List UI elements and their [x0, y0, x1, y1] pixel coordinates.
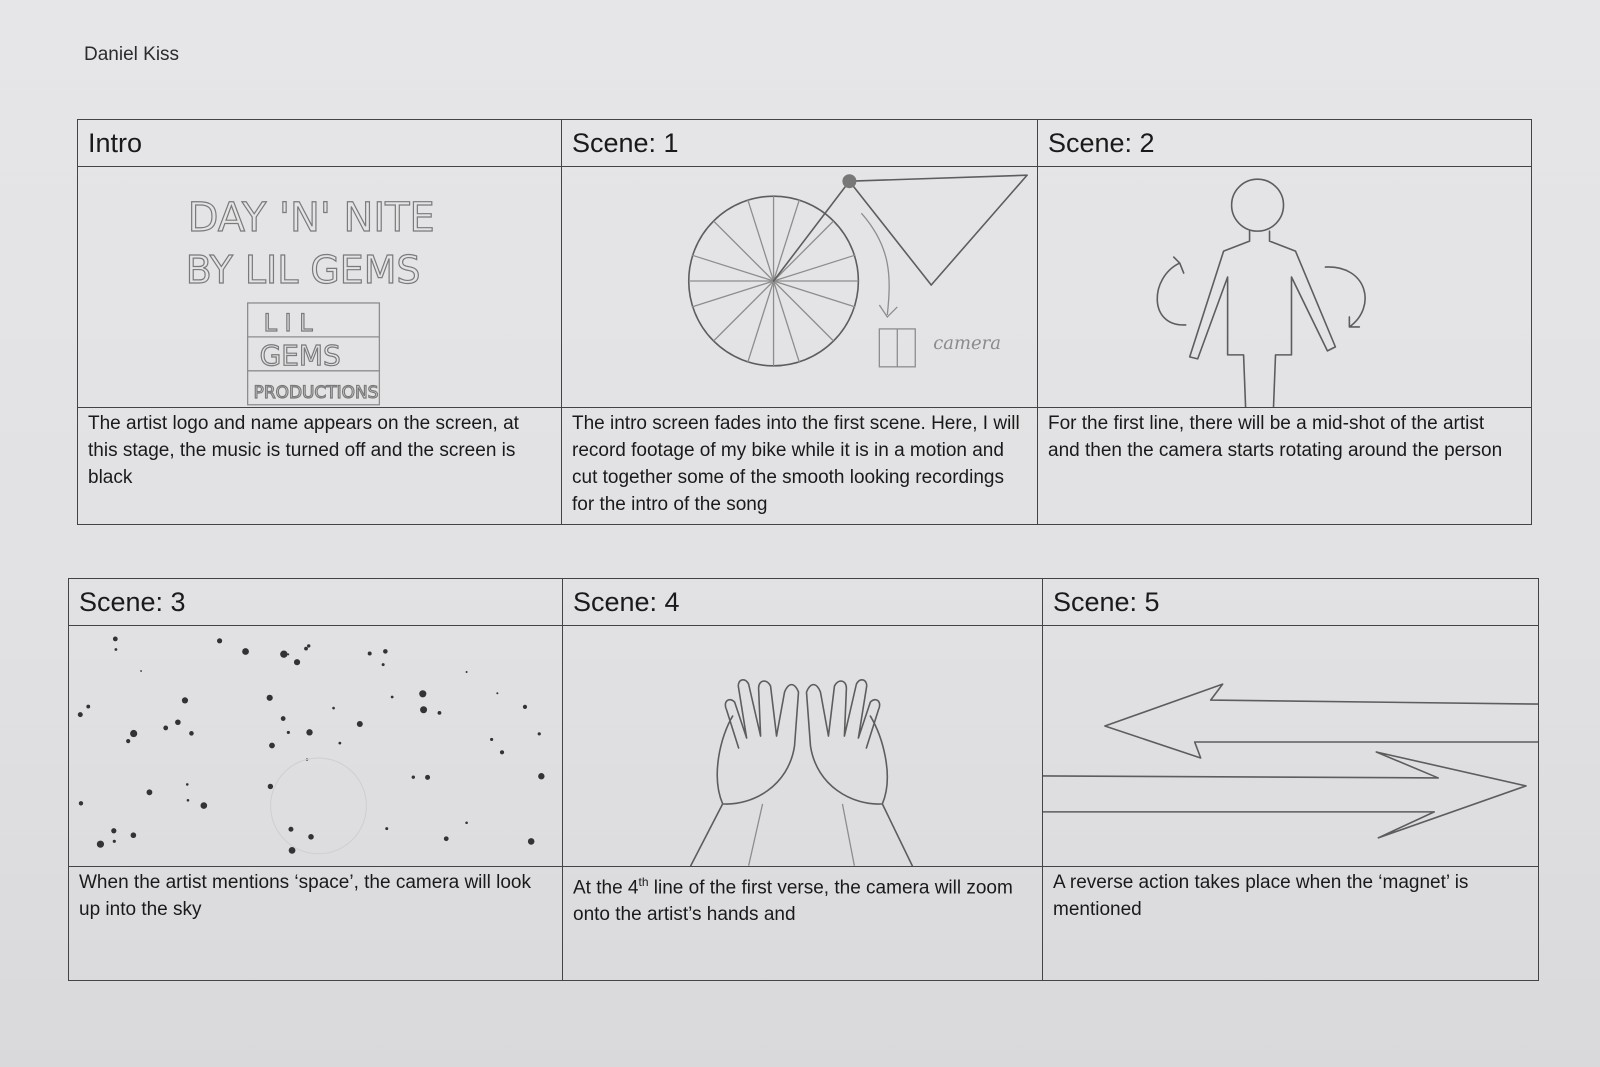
- star-dot: [186, 783, 189, 786]
- star-dot: [113, 840, 116, 843]
- panel-description-scene-4: [563, 867, 1043, 981]
- sketch-logo-line3: PRODUCTIONS: [253, 381, 379, 402]
- star-dot: [267, 695, 273, 701]
- sketch-camera-label: camera: [933, 332, 1001, 354]
- star-dot: [287, 731, 290, 734]
- star-dot: [528, 838, 535, 845]
- panel-heading-scene-5: Scene: 5: [1043, 579, 1539, 626]
- sketch-logo-line2: GEMS: [259, 338, 341, 372]
- sketch-scene-5-arrows: [1043, 626, 1539, 867]
- star-dot: [444, 836, 449, 841]
- arrows-sketch: [1043, 626, 1538, 866]
- desc-scene-4-post: line of the first verse, the camera will zoom onto the artist’s hands and: [573, 877, 1013, 926]
- star-dot: [280, 650, 287, 657]
- star-dot: [304, 647, 308, 651]
- star-dot: [182, 697, 188, 703]
- star-dot: [131, 832, 137, 838]
- sketch-title-line1: DAY 'N' NITE: [187, 195, 435, 242]
- bike-sketch: [562, 167, 1037, 407]
- star-dot: [86, 705, 90, 709]
- star-dot: [78, 712, 83, 717]
- star-dot: [332, 707, 335, 710]
- star-dot: [287, 653, 289, 655]
- star-dot: [201, 802, 208, 809]
- star-dot: [140, 670, 142, 672]
- star-dot: [490, 738, 493, 741]
- star-dot: [538, 732, 541, 735]
- star-dot: [217, 638, 222, 643]
- star-dot: [496, 692, 498, 694]
- star-dot: [385, 827, 388, 830]
- star-dot: [538, 773, 544, 779]
- star-dot: [187, 799, 190, 802]
- star-dot: [357, 721, 363, 727]
- sketch-scene-1-bike: [562, 167, 1038, 408]
- sketch-title-line2: BY LIL GEMS: [185, 248, 421, 293]
- star-dot: [175, 719, 181, 725]
- panel-description-scene-3: When the artist mentions ‘space’, the camera will look up into the sky: [69, 867, 563, 981]
- star-dot: [79, 801, 83, 805]
- star-dot: [268, 784, 273, 789]
- star-dot: [289, 847, 296, 854]
- star-dot: [307, 644, 310, 647]
- star-dot: [382, 663, 385, 666]
- star-dot: [466, 671, 468, 673]
- star-dot: [97, 841, 104, 848]
- sketch-scene-2-person: [1038, 167, 1532, 408]
- star-dot: [425, 775, 430, 780]
- panel-heading-scene-3: Scene: 3: [69, 579, 563, 626]
- star-dot: [338, 742, 341, 745]
- person-sketch: [1038, 167, 1531, 407]
- storyboard-row-top: [77, 119, 1532, 525]
- panel-heading-scene-1: Scene: 1: [562, 120, 1038, 167]
- hands-sketch: [563, 626, 1042, 866]
- star-dot: [288, 827, 293, 832]
- star-dot: [147, 789, 153, 795]
- panel-description-intro: The artist logo and name appears on the screen, at this stage, the music is turned off and the screen is black: [78, 408, 562, 525]
- star-dot: [281, 716, 286, 721]
- moon-outline: [271, 758, 367, 854]
- stars-sketch: [69, 626, 562, 866]
- sketch-logo-line1: L I L: [263, 308, 313, 337]
- star-dot: [115, 648, 118, 651]
- star-dot: [189, 731, 194, 736]
- desc-scene-4-sup: th: [638, 875, 649, 889]
- star-dot: [383, 649, 388, 654]
- author-name: Daniel Kiss: [84, 44, 180, 65]
- star-dot: [163, 726, 168, 731]
- storyboard-row-bottom: [68, 578, 1539, 981]
- star-dot: [500, 750, 504, 754]
- star-dot: [420, 706, 427, 713]
- logo-sketch: [78, 167, 561, 407]
- star-dot: [126, 739, 130, 743]
- star-dot: [308, 834, 314, 840]
- star-dot: [412, 775, 415, 778]
- panel-description-scene-5: A reverse action takes place when the ‘magnet’ is mentioned: [1043, 867, 1539, 981]
- sketch-scene-3-stars: [69, 626, 563, 867]
- star-dot: [465, 821, 468, 824]
- star-dot: [269, 743, 275, 749]
- star-dot: [438, 711, 442, 715]
- panel-heading-scene-4: Scene: 4: [563, 579, 1043, 626]
- star-dot: [130, 730, 137, 737]
- panel-description-scene-2: For the first line, there will be a mid-shot of the artist and then the camera starts rotating around the person: [1038, 408, 1532, 525]
- star-dot: [111, 828, 116, 833]
- desc-scene-4-pre: At the 4: [573, 877, 639, 899]
- star-dot: [306, 729, 312, 735]
- star-dot: [113, 637, 118, 642]
- panel-description-scene-1: The intro screen fades into the first scene. Here, I will record footage of my bike while it is in a motion and cut together some of the smooth looking recordings for the intro of the song: [562, 408, 1038, 525]
- sketch-intro-logo: [78, 167, 562, 408]
- star-dot: [242, 648, 249, 655]
- star-dot: [368, 651, 372, 655]
- star-dot: [419, 690, 426, 697]
- star-dot: [523, 705, 527, 709]
- star-dot: [391, 696, 394, 699]
- sketch-scene-4-hands: [563, 626, 1043, 867]
- panel-heading-intro: Intro: [78, 120, 562, 167]
- star-dot: [294, 659, 300, 665]
- panel-heading-scene-2: Scene: 2: [1038, 120, 1532, 167]
